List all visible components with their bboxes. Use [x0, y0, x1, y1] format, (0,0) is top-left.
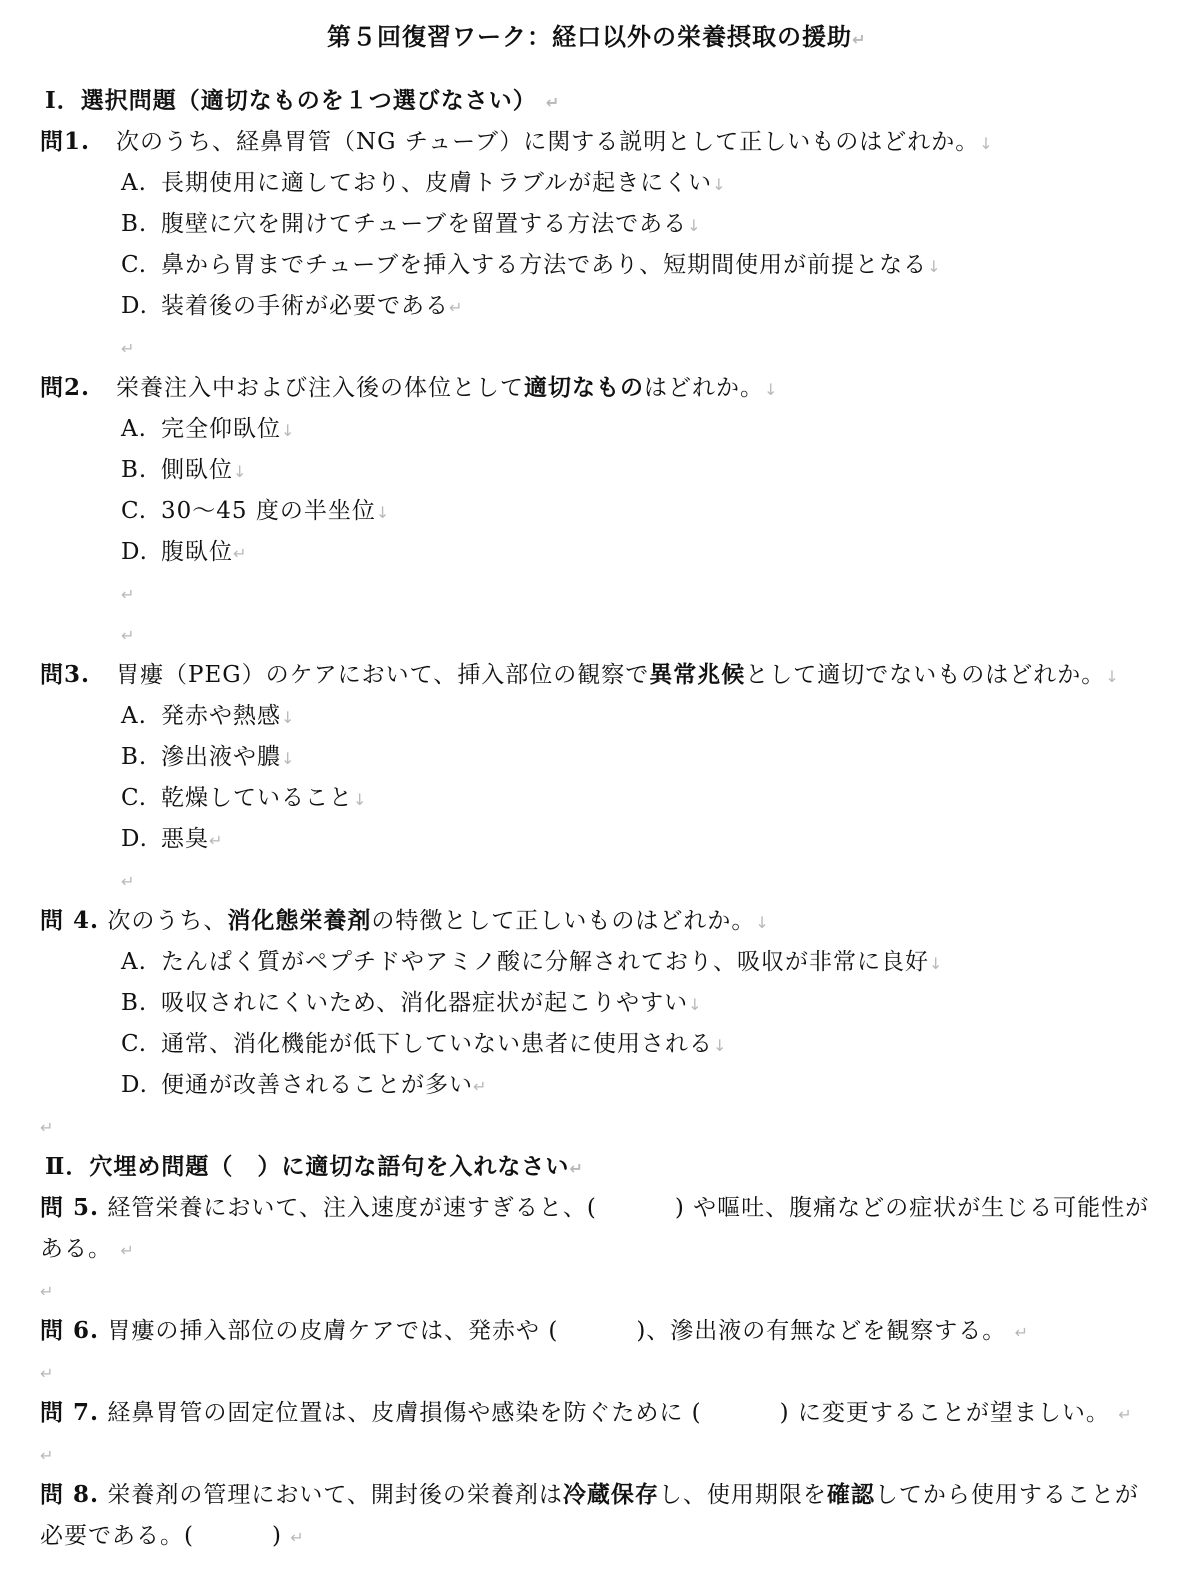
empty-paragraph: ↵	[40, 1282, 54, 1301]
option-q3-c: C. 乾燥していること↓	[121, 785, 367, 811]
option-q2-c: C. 30〜45 度の半坐位↓	[121, 498, 390, 524]
option-q4-b: B. 吸収されにくいため、消化器症状が起こりやすい↓	[121, 990, 702, 1016]
option-q1-d: D. 装着後の手術が必要である↵	[121, 293, 463, 319]
question-text: 次のうち、経鼻胃管（NG チューブ）に関する説明として正しいものはどれか。	[116, 129, 980, 155]
option-q4-d: D. 便通が改善されることが多い↵	[121, 1072, 487, 1098]
question-4: 問 4. 次のうち、消化態栄養剤の特徴として正しいものはどれか。↓	[40, 907, 769, 934]
empty-paragraph: ↵	[121, 626, 135, 645]
question-1: 問1. 次のうち、経鼻胃管（NG チューブ）に関する説明として正しいものはどれか。↓	[40, 128, 993, 155]
empty-paragraph: ↵	[40, 1446, 54, 1465]
option-q2-a: A. 完全仰臥位↓	[121, 416, 295, 442]
option-q1-a: A. 長期使用に適しており、皮膚トラブルが起きにくい↓	[121, 170, 726, 196]
question-2: 問2. 栄養注入中および注入後の体位として適切なものはどれか。↓	[40, 374, 778, 401]
empty-paragraph: ↵	[121, 339, 135, 358]
section1-heading: Ⅰ．選択問題（適切なものを１つ選びなさい） ↵	[45, 87, 560, 114]
question-number: 問 4.	[40, 907, 100, 934]
option-q2-b: B. 側臥位↓	[121, 457, 247, 483]
option-q3-a: A. 発赤や熱感↓	[121, 703, 295, 729]
option-q4-a: A. たんぱく質がペプチドやアミノ酸に分解されており、吸収が非常に良好↓	[121, 949, 943, 975]
empty-paragraph: ↵	[40, 1364, 54, 1383]
empty-paragraph: ↵	[121, 872, 135, 891]
option-q1-b: B. 腹壁に穴を開けてチューブを留置する方法である↓	[121, 211, 701, 237]
question-5: 問 5. 経管栄養において、注入速度が速すぎると、( ) や嘔吐、腹痛などの症状が生じる可能性が	[40, 1194, 1150, 1221]
question-6: 問 6. 胃瘻の挿入部位の皮膚ケアでは、発赤や ( )、滲出液の有無などを観察する。 ↵	[40, 1317, 1029, 1344]
option-q3-d: D. 悪臭↵	[121, 826, 223, 852]
page-title: 第５回復習ワーク：経口以外の栄養摂取の援助↵	[327, 22, 866, 51]
option-q3-b: B. 滲出液や膿↓	[121, 744, 295, 770]
option-q1-c: C. 鼻から胃までチューブを挿入する方法であり、短期間使用が前提となる↓	[121, 252, 941, 278]
section2-heading: Ⅱ．穴埋め問題（ ）に適切な語句を入れなさい↵	[45, 1153, 583, 1180]
question-number: 問1.	[40, 128, 91, 155]
question-number: 問2.	[40, 374, 91, 401]
question-8: 問 8. 栄養剤の管理において、開封後の栄養剤は冷蔵保存し、使用期限を確認してから使用することが	[40, 1481, 1139, 1508]
empty-paragraph: ↵	[40, 1118, 54, 1137]
question-number: 問 8.	[40, 1481, 100, 1508]
empty-paragraph: ↵	[121, 585, 135, 604]
option-q2-d: D. 腹臥位↵	[121, 539, 247, 565]
question-number: 問 5.	[40, 1194, 100, 1221]
question-8-continued: 必要である。( ) ↵	[40, 1523, 304, 1549]
question-number: 問3.	[40, 661, 91, 688]
option-q4-c: C. 通常、消化機能が低下していない患者に使用される↓	[121, 1031, 727, 1057]
question-number: 問 7.	[40, 1399, 100, 1426]
question-3: 問3. 胃瘻（PEG）のケアにおいて、挿入部位の観察で異常兆候として適切でないものはどれか。↓	[40, 661, 1119, 688]
question-7: 問 7. 経鼻胃管の固定位置は、皮膚損傷や感染を防ぐために ( ) に変更することが望ましい。 ↵	[40, 1399, 1132, 1426]
question-5-continued: ある。 ↵	[40, 1236, 134, 1262]
question-number: 問 6.	[40, 1317, 100, 1344]
